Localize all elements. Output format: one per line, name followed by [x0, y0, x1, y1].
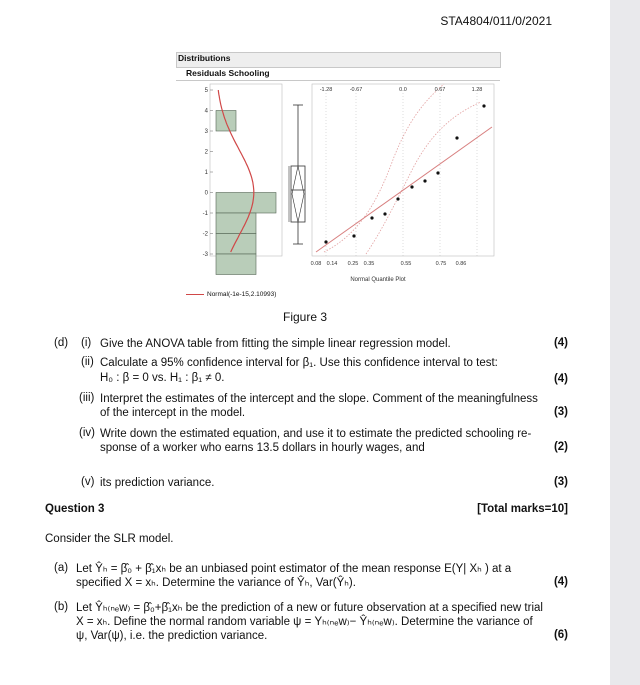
top-axis-tick: 1.28	[471, 87, 483, 93]
item-iii-marks: (3)	[553, 406, 568, 418]
histogram-bar	[216, 254, 256, 275]
quantile-bottom-axis	[311, 261, 467, 267]
panel-title: Distributions	[178, 53, 231, 63]
figure-caption: Figure 3	[282, 310, 328, 324]
subpanel-title: Residuals Schooling	[186, 68, 270, 78]
figure-legend	[186, 291, 276, 298]
data-point	[410, 185, 413, 188]
item-ii-line2: H₀ : β = 0 vs. H₁ : β₁ ≠ 0.	[100, 372, 225, 384]
item-iii-line2: of the intercept in the model.	[100, 407, 246, 419]
question-3a-line1: Let Ŷₕ = β̂₀ + β̂₁xₕ be an unbiased point estimator of the mean response E(Y| Xₕ ) at a	[76, 563, 512, 575]
bottom-axis-tick: 0.14	[326, 261, 338, 267]
data-point	[455, 136, 458, 139]
question-3-intro: Consider the SLR model.	[45, 533, 174, 545]
question-3-title: Question 3	[45, 503, 105, 515]
top-axis-tick: -0.67	[349, 87, 363, 93]
y-axis-tick: -2	[202, 231, 208, 238]
y-axis-tick: 1	[204, 170, 208, 176]
question-3b-label: (b)	[54, 601, 69, 613]
y-axis-tick: -1	[202, 211, 208, 217]
bottom-axis-tick: 0.08	[310, 261, 322, 267]
box-plot	[289, 105, 305, 244]
document-code: STA4804/011/0/2021	[440, 14, 552, 28]
question-3b-line3: ψ, Var(ψ), i.e. the prediction variance.	[76, 630, 268, 642]
histogram-bar	[216, 193, 276, 214]
bottom-axis-tick: 0.25	[347, 261, 359, 267]
item-i-text: Give the ANOVA table from fitting the simple linear regression model.	[100, 338, 451, 350]
histogram-bar	[216, 213, 256, 234]
item-ii-number: (ii)	[81, 356, 94, 368]
item-v-text: its prediction variance.	[100, 477, 215, 489]
data-point	[324, 240, 327, 243]
box-iqr	[291, 166, 305, 222]
question-3-total-marks: [Total marks=10]	[477, 503, 568, 515]
y-axis-tick: -3	[202, 252, 208, 258]
question-d-label: (d)	[54, 337, 69, 349]
item-iv-line2: sponse of a worker who earns 13.5 dollars in hourly wages, and	[100, 442, 425, 454]
data-point	[370, 216, 373, 219]
y-axis-tick: 5	[204, 88, 208, 94]
question-3a-label: (a)	[54, 562, 69, 574]
bottom-axis-tick: 0.86	[455, 261, 467, 267]
top-axis-tick: 0.67	[434, 87, 446, 93]
histogram-bar	[216, 234, 256, 255]
item-i-marks: (4)	[553, 337, 568, 349]
item-v-number: (v)	[81, 476, 95, 488]
item-iii-number: (iii)	[79, 392, 95, 404]
item-iii-line1: Interpret the estimates of the intercept and the slope. Comment of the meaningfulness	[100, 393, 538, 405]
data-point	[396, 197, 399, 200]
residuals-distribution-figure	[176, 82, 496, 287]
item-iv-line1: Write down the estimated equation, and use it to estimate the predicted schooling re-	[100, 428, 532, 440]
legend-line-swatch	[186, 294, 204, 296]
item-v-marks: (3)	[553, 476, 568, 488]
item-i-number: (i)	[81, 337, 92, 349]
y-axis-tick: 2	[204, 149, 208, 156]
question-3b-marks: (6)	[553, 629, 568, 641]
question-3a-line2: specified X = xₕ. Determine the variance of Ŷₕ, Var(Ŷₕ).	[76, 577, 356, 589]
y-axis-tick: 3	[204, 129, 208, 135]
panel-divider	[176, 80, 500, 81]
question-3a-marks: (4)	[553, 576, 568, 588]
y-axis-tick: 4	[204, 108, 208, 115]
data-point	[423, 179, 426, 182]
item-iv-number: (iv)	[79, 427, 95, 439]
data-point	[436, 171, 439, 174]
top-axis-tick: -1.28	[319, 87, 333, 93]
legend-label: Normal(-1e-15,2.10993)	[207, 291, 277, 298]
top-axis-tick: 0.0	[399, 87, 407, 93]
question-3b-line2: X = xₕ. Define the normal random variable ψ = Yₕ₍ₙₑw₎− Ŷₕ₍ₙₑw₎. Determine the variance of	[76, 616, 533, 628]
bottom-axis-tick: 0.35	[363, 261, 375, 267]
bottom-axis-tick: 0.55	[400, 261, 412, 267]
data-point	[482, 104, 485, 107]
item-ii-line1: Calculate a 95% confidence interval for β₁. Use this confidence interval to test:	[100, 357, 498, 369]
y-axis-tick: 0	[204, 190, 208, 197]
data-point	[383, 212, 386, 215]
item-iv-marks: (2)	[553, 441, 568, 453]
quantile-plot-label: Normal Quantile Plot	[350, 277, 406, 283]
question-3b-line1: Let Ŷₕ₍ₙₑw₎ = β̂₀+β̂₁xₕ be the prediction of a new or future observation at a specified new trial	[76, 602, 543, 614]
item-ii-marks: (4)	[553, 373, 568, 385]
data-point	[352, 234, 355, 237]
quantile-plot-frame	[312, 84, 494, 256]
bottom-axis-tick: 0.75	[435, 261, 447, 267]
